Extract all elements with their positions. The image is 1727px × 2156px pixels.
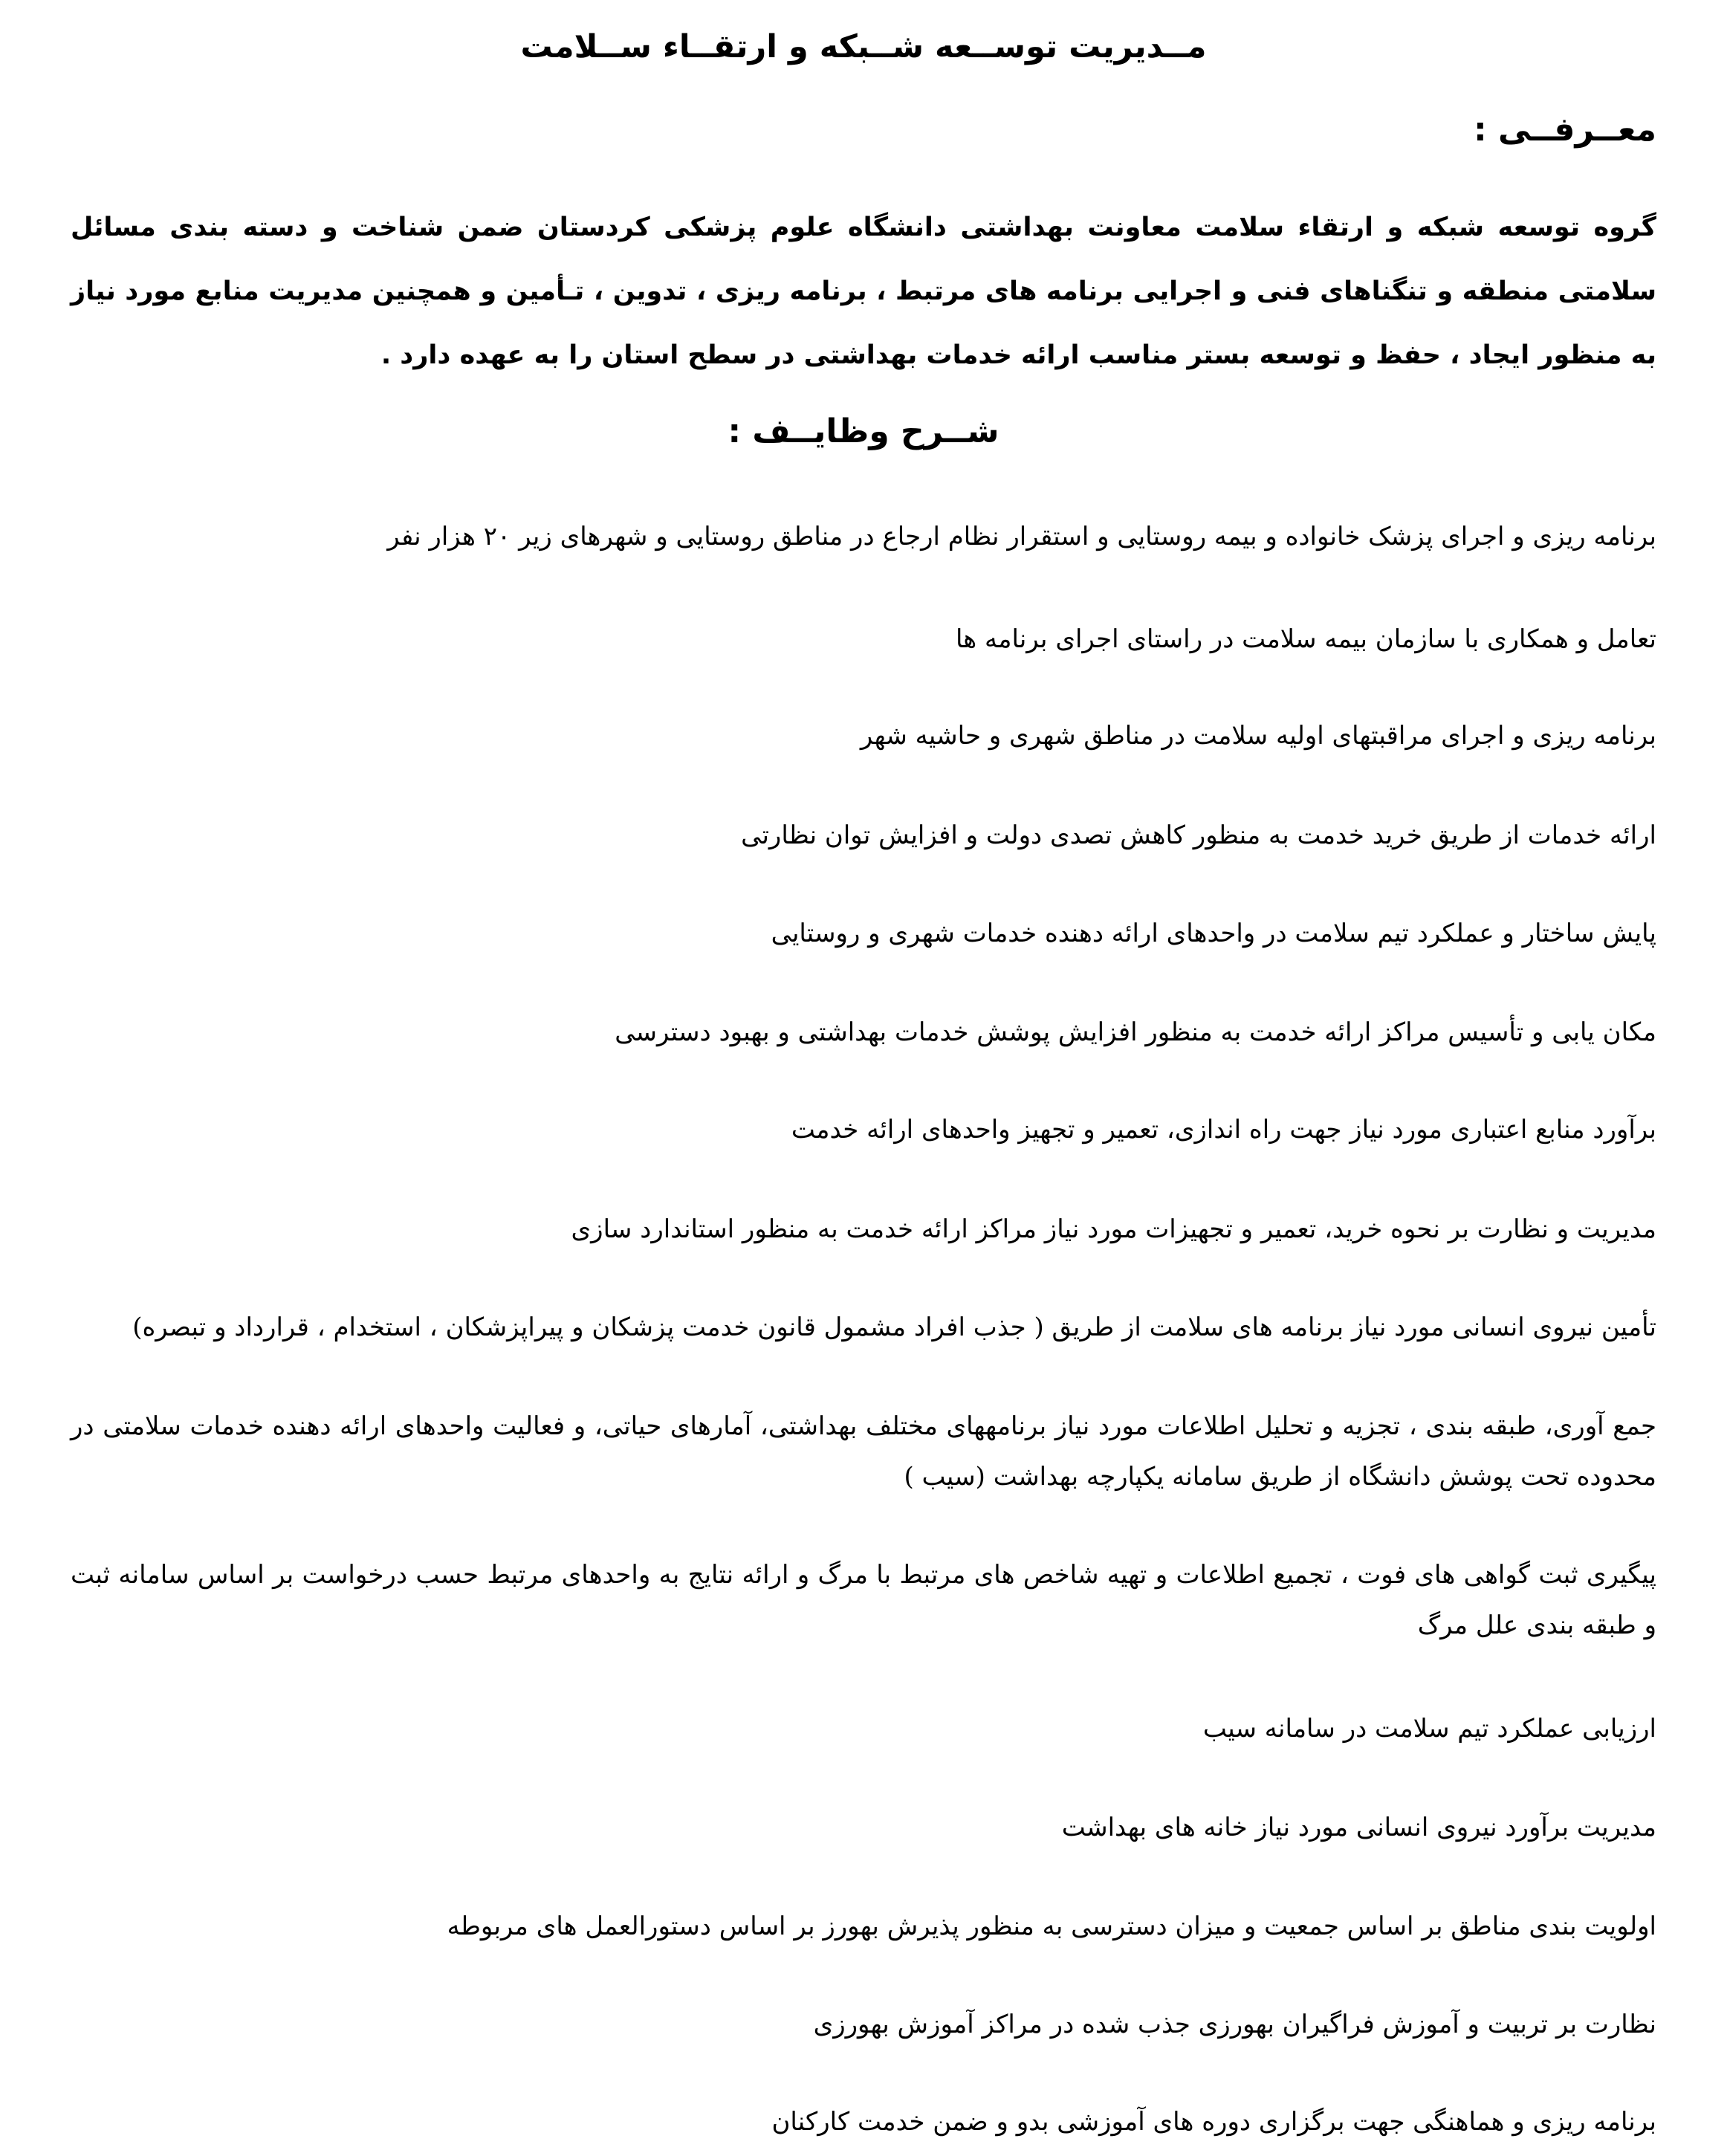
intro-paragraph: گروه توسعه شبکه و ارتقاء سلامت معاونت بهداشتی دانشگاه علوم پزشکی کردستان ضمن شناخت و دسته بندی مسائل سلامتی منطقه و تنگناهای فنی و اجرایی برنامه های مرتبط ، برنامه ریزی ، تدوین ، تـأمین و همچنین مدیریت منابع مورد نیاز به منظور ایجاد ، حفظ و توسعه بستر مناسب ارائه خدمات بهداشتی در سطح استان را به عهده دارد .	[71, 213, 1656, 370]
duty-item-10: جمع آوری، طبقه بندی ، تجزیه و تحلیل اطلاعات مورد نیاز برنامههای مختلف بهداشتی، آمارهای حیاتی، و فعالیت واحدهای ارائه دهنده خدمات سلامتی در محدوده تحت پوشش دانشگاه از طریق سامانه یکپارچه بهداشت (سیب )	[71, 1411, 1656, 1492]
duty-item-14: اولویت بندی مناطق بر اساس جمعیت و میزان دسترسی به منظور پذیرش بهورز بر اساس دستورالعمل های مربوطه	[447, 1911, 1656, 1941]
duty-item-11: پیگیری ثبت گواهی های فوت ، تجمیع اطلاعات و تهیه شاخص های مرتبط با مرگ و ارائه نتایج به واحدهای مرتبط حسب درخواست بر اساس سامانه ثبت و طبقه بندی علل مرگ	[71, 1560, 1656, 1640]
duty-item-4: ارائه خدمات از طریق خرید خدمت به منظور کاهش تصدی دولت و افزایش توان نظارتی	[741, 820, 1656, 850]
duty-item-2: تعامل و همکاری با سازمان بیمه سلامت در راستای اجرای برنامه ها	[955, 624, 1656, 654]
duty-item-9: تأمین نیروی انسانی مورد نیاز برنامه های سلامت از طریق ( جذب افراد مشمول قانون خدمت پزشکان و پیراپزشکان ، استخدام ، قرارداد و تبصره)	[132, 1312, 1656, 1342]
document-title: مــدیریت توســعه شــبکه و ارتقــاء ســلامت	[520, 28, 1207, 65]
duty-item-15: نظارت بر تربیت و آموزش فراگیران بهورزی جذب شده در مراکز آموزش بهورزی	[813, 2010, 1656, 2039]
duty-item-12: ارزیابی عملکرد تیم سلامت در سامانه سیب	[1202, 1714, 1656, 1744]
duty-item-8: مدیریت و نظارت بر نحوه خرید، تعمیر و تجهیزات مورد نیاز مراکز ارائه خدمت به منظور استاندارد سازی	[571, 1214, 1656, 1244]
duty-item-7: برآورد منابع اعتباری مورد نیاز جهت راه اندازی، تعمیر و تجهیز واحدهای ارائه خدمت	[791, 1115, 1656, 1145]
duty-item-16: برنامه ریزی و هماهنگی جهت برگزاری دوره های آموزشی بدو و ضمن خدمت کارکنان	[771, 2107, 1656, 2137]
intro-heading: معــرفــی :	[1474, 111, 1656, 149]
duty-item-13: مدیریت برآورد نیروی انسانی مورد نیاز خانه های بهداشت	[1061, 1813, 1656, 1842]
duty-item-6: مکان یابی و تأسیس مراکز ارائه خدمت به منظور افزایش پوشش خدمات بهداشتی و بهبود دسترسی	[615, 1017, 1656, 1047]
duties-heading: شــرح وظایــف :	[728, 412, 999, 450]
duty-item-3: برنامه ریزی و اجرای مراقبتهای اولیه سلامت در مناطق شهری و حاشیه شهر	[860, 721, 1656, 751]
duty-item-5: پایش ساختار و عملکرد تیم سلامت در واحدهای ارائه دهنده خدمات شهری و روستایی	[771, 919, 1656, 948]
duty-item-1: برنامه ریزی و اجرای پزشک خانواده و بیمه روستایی و استقرار نظام ارجاع در مناطق روستایی و شهرهای زیر ۲۰ هزار نفر	[387, 522, 1656, 551]
